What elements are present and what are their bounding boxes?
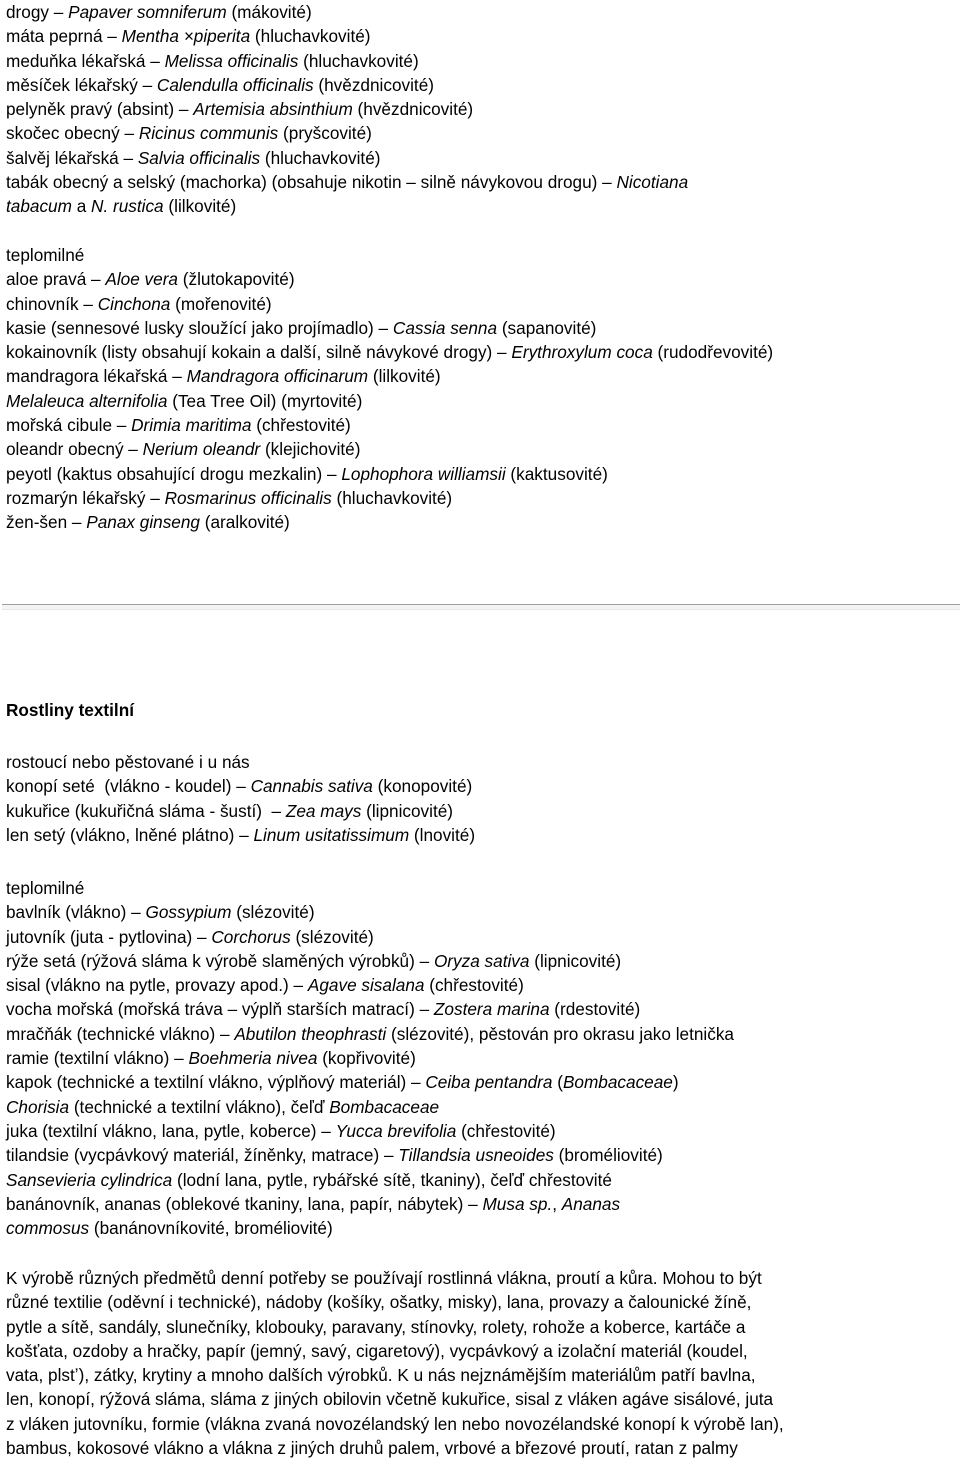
paragraph-line: K výrobě různých předmětů denní potřeby se používají rostlinná vlákna, proutí a kůra. Mohou to být xyxy=(6,1268,762,1288)
list-line xyxy=(6,194,688,218)
line-text: (lipnicovité) xyxy=(529,950,622,971)
line-text: (aralkovité) xyxy=(199,512,290,533)
paragraph-line: z vláken jutovníku, formie (vlákna zvaná novozélandský len nebo novozélandské konopí k výrobě lan), xyxy=(6,1413,784,1434)
line-text: (lnovité) xyxy=(409,824,476,845)
line-text: (chřestovité) xyxy=(456,1120,556,1141)
line-text: (banánovníkovité, broméliovité) xyxy=(89,1218,333,1239)
line-text: peyotl (kaktus obsahující drogu mezkalin) – xyxy=(6,463,342,484)
list-line xyxy=(6,925,734,949)
latin-name: Abutilon theophrasti xyxy=(234,1023,387,1044)
list-line xyxy=(6,1216,734,1240)
list-line xyxy=(6,823,475,847)
paragraph-line: bambus, kokosové vlákno a vlákna z jiných druhů palem, vrbové a březové proutí, ratan z palmy xyxy=(6,1438,738,1459)
latin-name: Bombacaceae xyxy=(562,1072,673,1093)
line-text: máta peprná – xyxy=(6,26,122,47)
line-text: (hvězdnicovité) xyxy=(313,74,434,95)
latin-name: commosus xyxy=(6,1218,90,1239)
latin-name: Mandragora officinarum xyxy=(186,366,369,387)
latin-name: Yucca brevifolia xyxy=(335,1120,457,1141)
latin-name: Zea mays xyxy=(285,800,362,821)
list-line xyxy=(6,146,688,170)
latin-name: Cinchona xyxy=(97,293,171,314)
latin-name: Zostera marina xyxy=(433,999,550,1020)
line-text: chinovník – xyxy=(6,293,98,314)
line-text: (hluchavkovité) xyxy=(260,147,381,168)
latin-name: Ananas xyxy=(561,1193,621,1214)
list-line xyxy=(6,486,773,510)
line-text: bavlník (vlákno) – xyxy=(6,902,146,923)
line-text: (slézovité), pěstován pro okrasu jako letnička xyxy=(386,1023,734,1044)
latin-name: Ceiba pentandra xyxy=(425,1072,553,1093)
list-line xyxy=(6,267,773,291)
latin-name: Cannabis sativa xyxy=(250,776,373,797)
textile-plants-local-list xyxy=(6,750,475,847)
list-line xyxy=(6,170,688,194)
line-text: (sapanovité) xyxy=(497,317,597,338)
latin-name: Chorisia xyxy=(6,1096,70,1117)
line-text: oleandr obecný – xyxy=(6,439,143,460)
list-line xyxy=(6,292,773,316)
paragraph-line: pytle a sítě, sandály, slunečníky, klobouky, paravany, stínovky, rolety, rohože a koberce, kartáče a xyxy=(6,1316,746,1337)
line-text: mračňák (technické vlákno) – xyxy=(6,1023,235,1044)
latin-name: Panax ginseng xyxy=(86,512,200,533)
latin-name: Gossypium xyxy=(145,902,232,923)
line-text: (technické a textilní vlákno), čeľď xyxy=(69,1096,330,1117)
list-line xyxy=(6,1168,734,1192)
line-text: skočec obecný – xyxy=(6,123,139,144)
line-text: (chřestovité) xyxy=(424,975,524,996)
line-text: ramie (textilní vlákno) – xyxy=(6,1048,189,1069)
line-text: rostoucí nebo pěstované i u nás xyxy=(6,752,250,772)
line-text: (slézovité) xyxy=(290,926,374,947)
latin-name: Musa sp. xyxy=(482,1193,553,1214)
textile-uses-paragraph xyxy=(6,1266,954,1460)
list-line xyxy=(6,900,734,924)
list-line xyxy=(6,1070,734,1094)
line-text: juka (textilní vlákno, lana, pytle, koberce) – xyxy=(6,1120,336,1141)
line-text: (lipnicovité) xyxy=(361,800,454,821)
list-line xyxy=(6,316,773,340)
paragraph-line: různé textilie (oděvní i technické), nádoby (košíky, ošatky, misky), lana, provazy a čalounické žíně, xyxy=(6,1292,752,1313)
latin-name: N. rustica xyxy=(91,196,164,217)
line-text: (chřestovité) xyxy=(251,415,351,436)
list-line xyxy=(6,973,734,997)
line-text: aloe pravá – xyxy=(6,269,106,290)
paragraph-line: košťata, ozdoby a hračky, papír (jemný, savý, cigaretový), vycpávkový a izolační materiál (koudel, xyxy=(6,1340,748,1361)
line-text: rozmarýn lékařský – xyxy=(6,487,165,508)
line-text: ( xyxy=(552,1072,563,1093)
line-text: (slézovité) xyxy=(231,902,315,923)
list-line xyxy=(6,1095,734,1119)
line-text: tilandsie (vycpávkový materiál, žíněnky, matrace) – xyxy=(6,1145,399,1166)
section-divider xyxy=(2,604,960,610)
line-text: rýže setá (rýžová sláma k výrobě slaměných výrobků) – xyxy=(6,950,434,971)
list-line xyxy=(6,121,688,145)
line-text: (hluchavkovité) xyxy=(250,26,371,47)
list-line xyxy=(6,364,773,388)
latin-name: Boehmeria nivea xyxy=(188,1048,318,1069)
latin-name: Nerium oleandr xyxy=(142,439,261,460)
line-text: (mákovité) xyxy=(226,2,312,22)
line-text: (klejichovité) xyxy=(260,439,361,460)
drug-plants-warm-list xyxy=(6,243,773,535)
line-text: (konopovité) xyxy=(372,776,473,797)
list-line xyxy=(6,774,475,798)
line-text: teplomilné xyxy=(6,245,85,265)
line-text: konopí seté (vlákno - koudel) – xyxy=(6,776,251,797)
list-line xyxy=(6,0,688,24)
line-text: jutovník (juta - pytlovina) – xyxy=(6,926,212,947)
latin-name: Linum usitatissimum xyxy=(253,824,410,845)
list-line xyxy=(6,24,688,48)
line-text: (kopřivovité) xyxy=(317,1048,416,1069)
list-line xyxy=(6,243,773,267)
latin-name: Calendulla officinalis xyxy=(156,74,314,95)
latin-name: Bombacaceae xyxy=(329,1096,440,1117)
line-text: meduňka lékařská – xyxy=(6,50,165,71)
latin-name: Erythroxylum coca xyxy=(511,342,653,363)
list-line xyxy=(6,97,688,121)
line-text: a xyxy=(71,196,92,217)
line-text: sisal (vlákno na pytle, provazy apod.) – xyxy=(6,975,308,996)
line-text: (lilkovité) xyxy=(163,196,237,217)
line-text: (žlutokapovité) xyxy=(178,269,295,290)
latin-name: Mentha ×piperita xyxy=(121,26,251,47)
latin-name: Corchorus xyxy=(211,926,291,947)
latin-name: Lophophora williamsii xyxy=(341,463,506,484)
line-text: (rdestovité) xyxy=(549,999,641,1020)
line-text: banánovník, ananas (oblekové tkaniny, lana, papír, nábytek) – xyxy=(6,1193,483,1214)
latin-name: Artemisia absinthium xyxy=(193,99,353,120)
line-text: (kaktusovité) xyxy=(505,463,608,484)
latin-name: tabacum xyxy=(6,196,72,217)
line-text: mandragora lékařská – xyxy=(6,366,187,387)
latin-name: Tillandsia usneoides xyxy=(398,1145,554,1166)
line-text: (hluchavkovité) xyxy=(298,50,419,71)
list-line xyxy=(6,1022,734,1046)
line-text: šalvěj lékařská – xyxy=(6,147,138,168)
line-text: měsíček lékařský – xyxy=(6,74,157,95)
line-text: (pryšcovité) xyxy=(278,123,372,144)
list-line xyxy=(6,340,773,364)
line-text: pelyněk pravý (absint) – xyxy=(6,99,194,120)
list-line xyxy=(6,1119,734,1143)
latin-name: Papaver somniferum xyxy=(68,2,227,22)
list-line xyxy=(6,750,475,774)
line-text: ) xyxy=(672,1072,679,1093)
textile-plants-warm-list xyxy=(6,876,734,1240)
line-text: kokainovník (listy obsahují kokain a další, silně návykové drogy) – xyxy=(6,342,512,363)
list-line xyxy=(6,799,475,823)
line-text: kasie (sennesové lusky sloužící jako projímadlo) – xyxy=(6,317,393,338)
latin-name: Aloe vera xyxy=(105,269,178,290)
line-text: (mořenovité) xyxy=(170,293,272,314)
line-text: kapok (technické a textilní vlákno, výplňový materiál) – xyxy=(6,1072,426,1093)
line-text: mořská cibule – xyxy=(6,415,132,436)
line-text: teplomilné xyxy=(6,878,85,898)
drug-plants-temperate-list xyxy=(6,0,688,219)
line-text: (hvězdnicovité) xyxy=(352,99,474,120)
line-text: (lodní lana, pytle, rybářské sítě, tkaniny), čeľď chřestovité xyxy=(172,1169,612,1190)
latin-name: Cassia senna xyxy=(392,317,498,338)
latin-name: Ricinus communis xyxy=(138,123,279,144)
line-text: vocha mořská (mořská tráva – výplň starších matrací) – xyxy=(6,999,434,1020)
line-text: len setý (vlákno, lněné plátno) – xyxy=(6,824,254,845)
line-text: (broméliovité) xyxy=(553,1145,663,1166)
line-text: (hluchavkovité) xyxy=(331,487,453,508)
latin-name: Salvia officinalis xyxy=(137,147,261,168)
list-line xyxy=(6,73,688,97)
line-text: tabák obecný a selský (machorka) (obsahuje nikotin – silně návykovou drogu) – xyxy=(6,172,617,193)
line-text: žen-šen – xyxy=(6,512,87,533)
list-line xyxy=(6,413,773,437)
line-text: kukuřice (kukuřičná sláma - šustí) – xyxy=(6,800,286,821)
list-line xyxy=(6,437,773,461)
line-text: (rudodřevovité) xyxy=(652,342,774,363)
list-line xyxy=(6,876,734,900)
latin-name: Melaleuca alternifolia xyxy=(6,390,168,411)
list-line xyxy=(6,462,773,486)
list-line xyxy=(6,1143,734,1167)
list-line xyxy=(6,1046,734,1070)
line-text: (Tea Tree Oil) (myrtovité) xyxy=(167,390,363,411)
line-text: , xyxy=(552,1193,562,1214)
latin-name: Drimia maritima xyxy=(131,415,252,436)
list-line xyxy=(6,1192,734,1216)
list-line xyxy=(6,510,773,534)
latin-name: Melissa officinalis xyxy=(164,50,299,71)
latin-name: Nicotiana xyxy=(616,172,689,193)
paragraph-line: vata, plstʼ), zátky, krytiny a mnoho dalších výrobků. K u nás nejznámějším materiálům patří bavlna, xyxy=(6,1365,756,1386)
list-line xyxy=(6,389,773,413)
latin-name: Agave sisalana xyxy=(307,975,425,996)
paragraph-line: len, konopí, rýžová sláma, sláma z jiných obilovin včetně kukuřice, sisal z vláken agáve sisálové, juta xyxy=(6,1389,774,1410)
latin-name: Sansevieria cylindrica xyxy=(6,1169,173,1190)
latin-name: Rosmarinus officinalis xyxy=(164,487,332,508)
list-line xyxy=(6,997,734,1021)
line-text: (lilkovité) xyxy=(368,366,441,387)
list-line xyxy=(6,949,734,973)
line-text: drogy – xyxy=(6,2,69,22)
list-line xyxy=(6,49,688,73)
section-heading-textile: Rostliny textilní xyxy=(6,700,134,720)
latin-name: Oryza sativa xyxy=(433,950,530,971)
